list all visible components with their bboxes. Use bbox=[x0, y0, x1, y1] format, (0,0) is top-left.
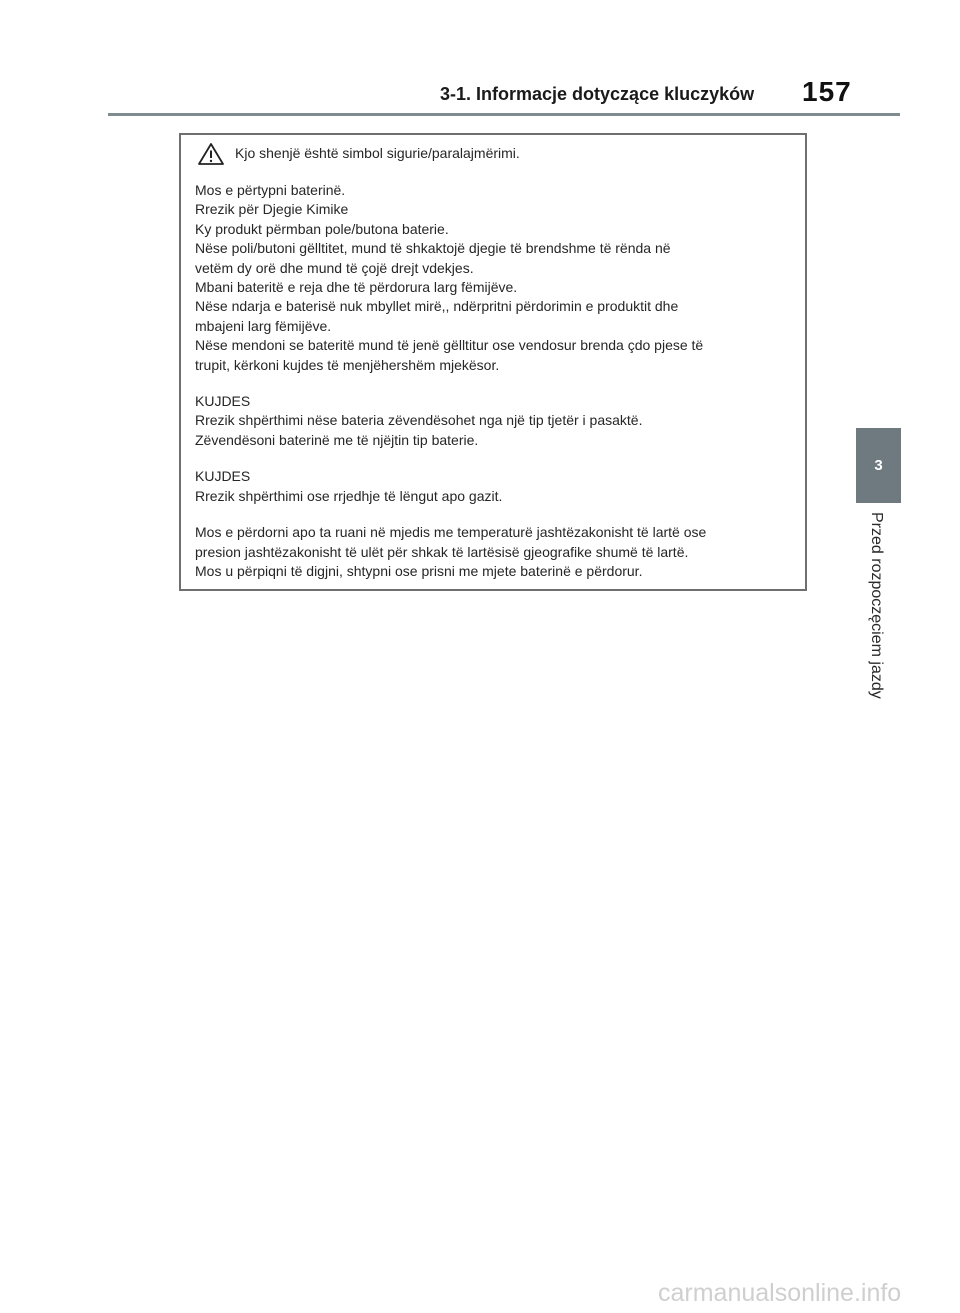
label-heading-text: Kjo shenjë është simbol sigurie/paralajmërimi. bbox=[235, 145, 520, 162]
label-group-caution-explosion bbox=[195, 467, 791, 506]
battery-warning-label bbox=[179, 133, 807, 591]
label-line: presion jashtëzakonisht të ulët për shkak të lartësisë gjeografike shumë të lartë. bbox=[195, 543, 689, 560]
chapter-tab bbox=[856, 428, 901, 503]
label-line: Ky produkt përmban pole/butona baterie. bbox=[195, 220, 449, 237]
label-line: mbajeni larg fëmijëve. bbox=[195, 317, 332, 334]
label-line: Rrezik për Djegie Kimike bbox=[195, 201, 349, 218]
label-line: Nëse poli/butoni gëlltitet, mund të shkaktojë djegie të brendshme të rënda në bbox=[195, 240, 671, 257]
warning-triangle-icon bbox=[197, 142, 225, 166]
section-title: 3-1. Informacje dotyczące kluczyków bbox=[440, 84, 755, 104]
label-line: vetëm dy orë dhe mund të çojë drejt vdekjes. bbox=[195, 259, 474, 276]
label-group-caution-replacement bbox=[195, 392, 791, 450]
label-group-storage bbox=[195, 523, 791, 581]
label-line: Mbani bateritë e reja dhe të përdorura larg fëmijëve. bbox=[195, 279, 518, 296]
paragraph-gap bbox=[195, 506, 791, 523]
label-line: KUJDES bbox=[195, 393, 251, 410]
label-line: Rrezik shpërthimi ose rrjedhje të lëngut apo gazit. bbox=[195, 487, 503, 504]
label-line: KUJDES bbox=[195, 468, 251, 485]
header-rule bbox=[108, 113, 900, 116]
label-line: Zëvendësoni baterinë me të njëjtin tip baterie. bbox=[195, 431, 479, 448]
label-line: trupit, kërkoni kujdes të menjëhershëm mjekësor. bbox=[195, 356, 500, 373]
chapter-number: 3 bbox=[874, 457, 883, 474]
paragraph-gap bbox=[195, 450, 791, 467]
label-line: Mos u përpiqni të digjni, shtypni ose prisni me mjete baterinë e përdorur. bbox=[195, 562, 643, 579]
label-line: Mos e përdorni apo ta ruani në mjedis me temperaturë jashtëzakonisht të lartë ose bbox=[195, 524, 707, 541]
chapter-side-title: Przed rozpoczęciem jazdy bbox=[868, 512, 885, 699]
label-line: Mos e përtypni baterinë. bbox=[195, 182, 346, 198]
label-line: Nëse mendoni se bateritë mund të jenë gëlltitur ose vendosur brenda çdo pjese të bbox=[195, 337, 704, 354]
label-group-ingestion bbox=[195, 181, 791, 375]
label-line: Nëse ndarja e baterisë nuk mbyllet mirë,, ndërpritni përdorimin e produktit dhe bbox=[195, 298, 679, 315]
paragraph-gap bbox=[195, 375, 791, 392]
page-number: 157 bbox=[802, 76, 852, 107]
watermark: carmanualsonline.info bbox=[658, 1279, 902, 1307]
label-heading bbox=[195, 141, 791, 167]
label-line: Rrezik shpërthimi nëse bateria zëvendësohet nga një tip tjetër i pasaktë. bbox=[195, 412, 643, 429]
